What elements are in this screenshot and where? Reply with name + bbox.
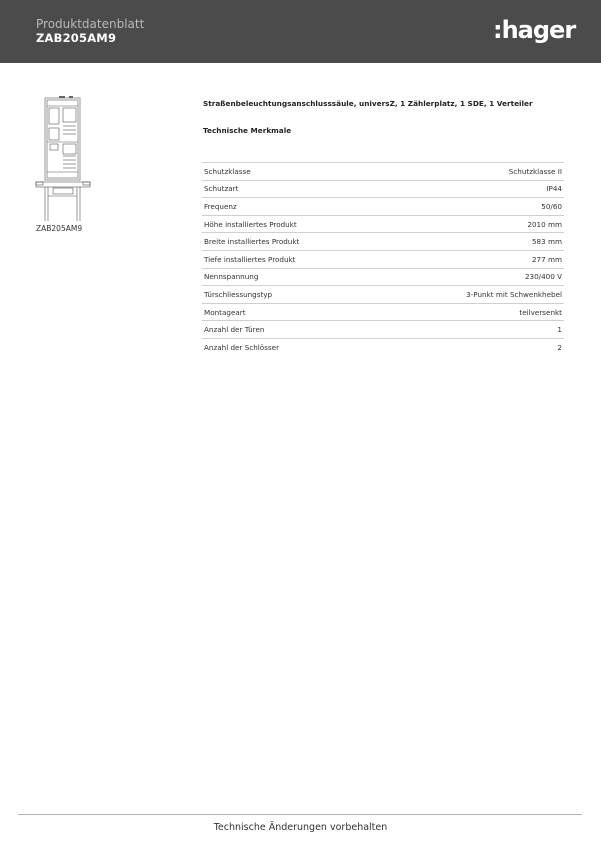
table-row bbox=[202, 163, 564, 181]
spec-value: teilversenkt bbox=[382, 303, 564, 321]
spec-label: Frequenz bbox=[202, 198, 382, 216]
spec-label: Schutzklasse bbox=[202, 163, 382, 181]
product-title: Straßenbeleuchtungsanschlusssäule, universZ, 1 Zählerplatz, 1 SDE, 1 Verteiler bbox=[203, 99, 533, 108]
table-row bbox=[202, 198, 564, 216]
footer-divider bbox=[18, 814, 582, 815]
table-row bbox=[202, 268, 564, 286]
table-row bbox=[202, 303, 564, 321]
table-row bbox=[202, 233, 564, 251]
table-row bbox=[202, 250, 564, 268]
spec-label: Türschliessungstyp bbox=[202, 286, 382, 304]
spec-value: 2 bbox=[382, 338, 564, 355]
table-row bbox=[202, 180, 564, 198]
spec-value: 1 bbox=[382, 321, 564, 339]
spec-value: 230/400 V bbox=[382, 268, 564, 286]
spec-value: 277 mm bbox=[382, 250, 564, 268]
section-heading: Technische Merkmale bbox=[203, 126, 292, 135]
spec-label: Nennspannung bbox=[202, 268, 382, 286]
footer-note: Technische Änderungen vorbehalten bbox=[213, 822, 388, 833]
document-type: Produktdatenblatt bbox=[36, 17, 145, 31]
spec-label: Tiefe installiertes Produkt bbox=[202, 250, 382, 268]
product-drawing bbox=[35, 96, 91, 224]
spec-value: 50/60 bbox=[382, 198, 564, 216]
brand-logo: :hager bbox=[493, 16, 576, 44]
product-code: ZAB205AM9 bbox=[36, 31, 117, 45]
table-row bbox=[202, 321, 564, 339]
header-bar bbox=[0, 0, 601, 63]
table-row bbox=[202, 215, 564, 233]
spec-value: IP44 bbox=[382, 180, 564, 198]
spec-label: Montageart bbox=[202, 303, 382, 321]
table-row bbox=[202, 338, 564, 355]
spec-value: 3-Punkt mit Schwenkhebel bbox=[382, 286, 564, 304]
spec-label: Höhe installiertes Produkt bbox=[202, 215, 382, 233]
spec-label: Anzahl der Türen bbox=[202, 321, 382, 339]
drawing-caption: ZAB205AM9 bbox=[36, 224, 83, 233]
spec-value: 2010 mm bbox=[382, 215, 564, 233]
spec-table bbox=[202, 162, 564, 356]
spec-label: Schutzart bbox=[202, 180, 382, 198]
spec-value: 583 mm bbox=[382, 233, 564, 251]
spec-value: Schutzklasse II bbox=[382, 163, 564, 181]
spec-label: Anzahl der Schlösser bbox=[202, 338, 382, 355]
table-row bbox=[202, 286, 564, 304]
spec-label: Breite installiertes Produkt bbox=[202, 233, 382, 251]
